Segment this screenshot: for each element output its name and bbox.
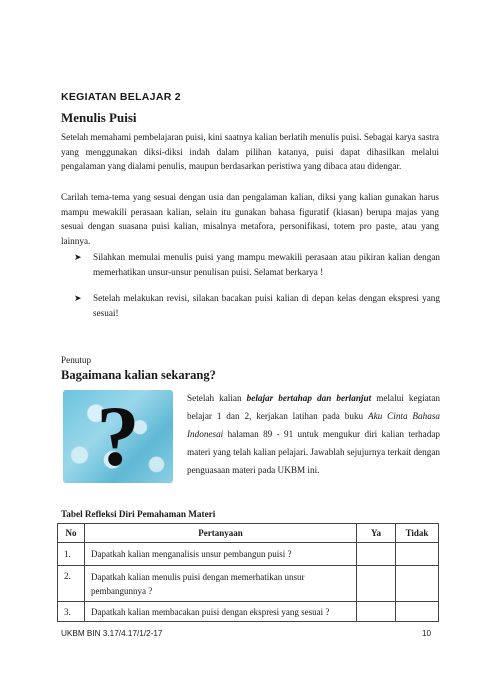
- header-pertanyaan: Pertanyaan: [85, 524, 357, 543]
- header-no: No: [58, 524, 85, 543]
- row-number: 1.: [58, 543, 85, 566]
- table-row: [58, 602, 439, 622]
- question-mark-icon: ?: [96, 390, 140, 483]
- reflection-table: [57, 523, 439, 622]
- closing-emphasis: belajar bertahap dan berlanjut: [246, 393, 372, 403]
- bullet-text-1: Silahkan memulai menulis puisi yang mampu mewakili perasaan atau pikiran kalian dengan memerhatikan unsur-unsur penulisan puisi. Selamat berkarya !: [93, 252, 440, 277]
- closing-label: Penutup: [61, 355, 92, 365]
- ya-cell[interactable]: [357, 543, 396, 566]
- header-tidak: Tidak: [396, 524, 439, 543]
- ya-cell[interactable]: [357, 566, 396, 602]
- tidak-cell[interactable]: [396, 543, 439, 566]
- footer-code: UKBM BIN 3.17/4.17/1/2-17: [61, 629, 163, 638]
- row-question: Dapatkah kalian menganalisis unsur pembangun puisi ?: [85, 543, 357, 566]
- question-mark-image: [63, 390, 173, 483]
- paragraph-2: Carilah tema-tema yang sesuai dengan usia dan pengalaman kalian, diksi yang kalian gunakan harus mampu mewakili perasaan kalian, selain itu gunakan bahasa figuratif (kiasan) berupa majas yang sesuai dengan suasana puisi kalian, misalnya metafora, personifikasi, totem pro paste, atau yang lainnya.: [61, 192, 439, 246]
- bullet-text-2: Setelah melakukan revisi, silakan bacakan puisi kalian di depan kelas dengan ekspresi yang sesuai!: [93, 293, 440, 318]
- closing-text-2: melalui kegiatan belajar 1 dan 2, kerjakan latihan pada buku: [187, 393, 440, 421]
- tidak-cell[interactable]: [396, 566, 439, 602]
- tidak-cell[interactable]: [396, 602, 439, 622]
- closing-text-1: Setelah kalian: [187, 393, 247, 403]
- table-title: Tabel Refleksi Diri Pemahaman Materi: [61, 509, 216, 519]
- closing-text-3: halaman 89 - 91 untuk mengukur diri kalian terhadap materi yang telah kalian pelajari. Jawablah sejujurnya terkait dengan penguasaan materi pada UKBM ini.: [187, 428, 440, 475]
- table-row: [58, 543, 439, 566]
- arrow-bullet-icon: ➤: [74, 252, 82, 262]
- paragraph-1: Setelah memahami pembelajaran puisi, kini saatnya kalian berlatih menulis puisi. Sebagai karya sastra yang menggunakan diksi-diksi indah dalam pilihan katanya, puisi dapat dihasilkan melalui pengalaman yang dialami penulis, maupun berdasarkan peristiwa yang dibaca atau didengar.: [61, 132, 439, 172]
- table-row: [58, 566, 439, 602]
- header-ya: Ya: [357, 524, 396, 543]
- ya-cell[interactable]: [357, 602, 396, 622]
- closing-paragraph: [187, 390, 440, 480]
- arrow-bullet-icon: ➤: [74, 293, 82, 303]
- activity-heading: KEGIATAN BELAJAR 2: [61, 91, 181, 103]
- bullet-item-2: [74, 291, 440, 320]
- row-number: 2.: [58, 566, 85, 602]
- book-title: Aku Cinta Bahasa Indonesai: [187, 410, 440, 439]
- row-question: Dapatkah kalian menulis puisi dengan memerhatikan unsur pembangunnya ?: [85, 566, 357, 602]
- row-question: Dapatkah kalian membacakan puisi dengan ekspresi yang sesuai ?: [85, 602, 357, 622]
- row-number: 3.: [58, 602, 85, 622]
- table-header-row: [58, 524, 439, 543]
- section-title: Menulis Puisi: [61, 110, 137, 125]
- bullet-item-1: [74, 250, 440, 279]
- closing-title: Bagaimana kalian sekarang?: [61, 368, 216, 382]
- page-number: 10: [422, 629, 432, 638]
